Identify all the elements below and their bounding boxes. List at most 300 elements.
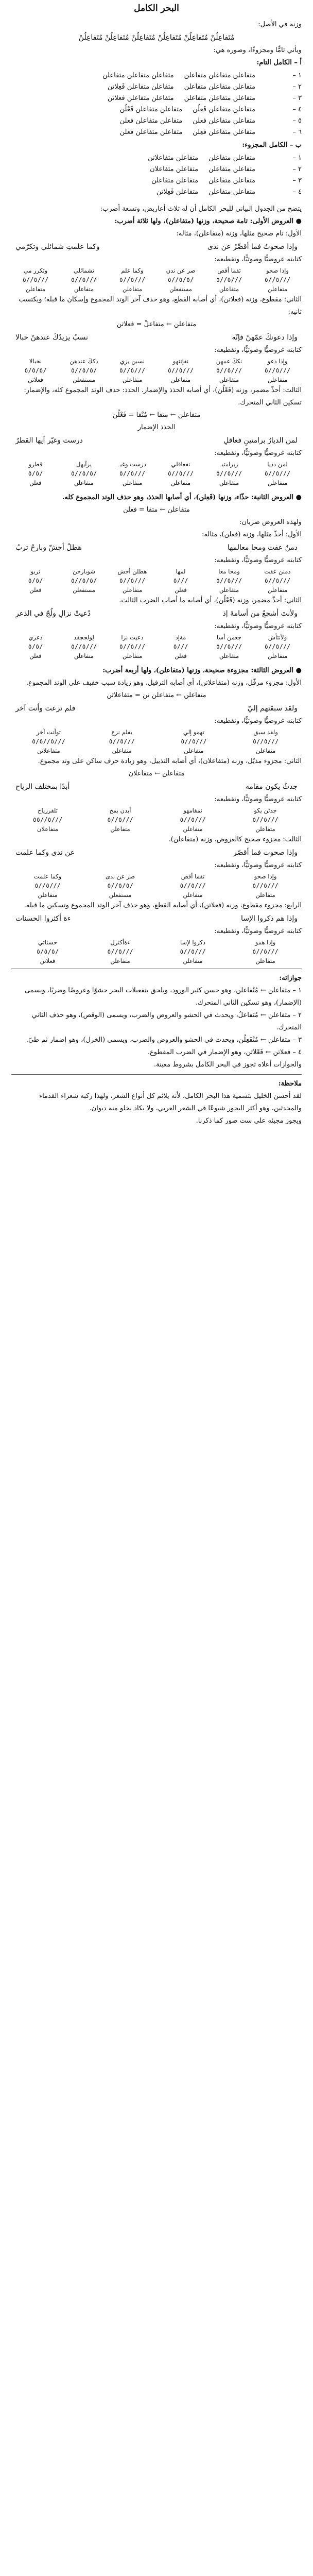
s2-p3: الأول: أحذّ مثلها، وزنه (فعلن)، مثاله: [202, 531, 302, 538]
form-cell-b: متفاعلن فَعِلاتن [156, 188, 199, 196]
s1-p4: كتابته عروضيًّا وصوتيًّا، وتقطيعه: [214, 256, 302, 263]
scan-foot: متفاعلن [122, 285, 143, 293]
form-cell-a: متفاعلن متفاعلن فَعِلُن [193, 106, 255, 113]
scan-pattern: ///٥//٥ [71, 643, 97, 650]
scan-pattern: /٥/٥//٥ [167, 276, 194, 283]
scan-foot: مستفعلن [73, 586, 95, 594]
form-cell-a: متفاعلن متفاعلن [208, 177, 255, 184]
scan-column [214, 357, 245, 384]
scan-pattern: ///٥//٥ [252, 882, 279, 889]
scan-word: نخبالا [29, 358, 42, 365]
scan-column [32, 727, 65, 755]
formula: متفاعلن ← متفا = فعلن [123, 506, 190, 514]
scan-pattern: ///٥//٥ [180, 816, 206, 823]
scan-foot: متفاعلن [122, 376, 143, 383]
scan-word: وإذا همو [255, 939, 276, 946]
scan-word: وإذا دعو [267, 358, 288, 365]
scan-column [20, 357, 51, 384]
page-title: البحر الكامل [134, 3, 179, 13]
jawazat-item: ٢ – متفاعلن ← مُتَفاعلُ، ويحدث في الحشو والعروض والضرب، ويسمى (الوقص)، وهو حذف الثاني المتحرك. [31, 1011, 302, 1031]
formula: متفاعلن ← متفا ← مُتْفا = فَعْلُن [112, 411, 201, 419]
scan-foot: متفاعلن [219, 652, 239, 659]
scan-pattern: /٥/٥//٥ [71, 577, 97, 584]
scan-word: مةإذ [175, 634, 186, 641]
scan-word: تهمو إلي [183, 728, 204, 736]
form-cell-a: متفاعلن متفاعلن فعِلن [193, 128, 255, 136]
form-cell-b: متفاعلن متفاعلان [150, 165, 199, 173]
verse-hemistich-a: وإذا دعونكَ عمّهنّ فإنّه [232, 333, 298, 342]
scan-foot: متفاعلن [255, 891, 275, 899]
form-cell-n: ١ – [292, 154, 302, 162]
s3-p8: الرابع: مجزوء مقطوع، وزنه (فعلاتن)، أي أصابه القطع، وهو حذف آخر الوتد المجموع وتسكين ما قبله. [24, 902, 302, 909]
form-cell-n: ٣ – [292, 177, 302, 184]
scan-pattern: ///٥//٥ [119, 470, 146, 477]
s1-verse-3 [0, 434, 313, 447]
s1-p7: الثالث: أحذّ مضمر، وزنه (فَعْلُن)، أي أصابه الحذذ والإضمار. الحذذ: حذف الوتد المجموع كله، والإضمار: تسكين الثاني المتحرك. [24, 386, 302, 406]
verse-hemistich-b: هطلٌ أجشّ وبارحٌ تربُ [15, 544, 82, 552]
scan-pattern: ///٥//٥ [167, 367, 194, 374]
scan-foot: متفاعلن [183, 891, 203, 899]
verse-hemistich-a: لمن الديارُ برامتينِ فعاقلِ [223, 436, 298, 445]
scan-pattern: ///٥ [173, 643, 188, 650]
scan-word: لِولججفذ [74, 634, 94, 641]
scan-column [262, 633, 293, 660]
scan-column [20, 567, 51, 595]
scan-foot: متفاعلن [122, 479, 143, 486]
form-cell-n: ٦ – [292, 128, 302, 136]
scan-pattern: ///٥//٥/٥ [31, 738, 65, 745]
scan-pattern: ///٥//٥٥ [32, 816, 63, 823]
s1-p3: الأول: تام صحيح مثلها، وزنه (متفاعلن)، مثاله: [176, 230, 302, 238]
scan-foot: متفاعلن [110, 825, 130, 833]
scan-pattern: ///٥//٥ [119, 643, 146, 650]
form-cell-b: متفاعلن متفاعلاتن [148, 154, 199, 162]
s2-p4: كتابته عروضيًّا وصوتيًّا، وتقطيعه: [214, 556, 302, 564]
scan-word: وإذا صحو [254, 873, 277, 880]
s3-p5: كتابته عروضيًّا وصوتيًّا، وتقطيعه: [214, 795, 302, 803]
form-cell-a: متفاعلن متفاعلن [208, 165, 255, 173]
intro-line: وزنه في الأصل: [258, 21, 302, 28]
scan-word: جعمن أسا [216, 634, 242, 641]
form-cell-b: متفاعلن متفاعلن [151, 177, 199, 184]
scan-pattern: ///٥//٥ [264, 643, 291, 650]
s1-verse [0, 240, 313, 253]
intro-line-2: ويأتي تامًّا ومجزوءًا، وصوره هي: [213, 46, 302, 54]
scan-column [107, 727, 137, 755]
scan-foot: فعلاتن [28, 376, 43, 383]
scan-foot: متفاعلن [255, 957, 275, 964]
scan-column [20, 266, 51, 294]
form-cell-b: متفاعلن متفاعلن فَعْلُن [119, 106, 183, 113]
scan-column [262, 460, 293, 487]
scan-foot: متفاعلن [219, 586, 239, 594]
scan-foot: متفاعلن [267, 652, 288, 659]
scan-word: ذعري [28, 634, 43, 641]
scan-word: تفما أقص [217, 267, 241, 274]
s3-p7: كتابته عروضيًّا وصوتيًّا، وتقطيعه: [214, 861, 302, 869]
scan-block [0, 806, 313, 834]
verse-hemistich-a: وإذا صحوت فما أقصّر [233, 849, 298, 857]
scan-word: لمن دديا [267, 461, 288, 468]
divider [11, 1074, 302, 1075]
scan-block [0, 633, 313, 660]
scan-pattern: ///٥//٥ [216, 577, 242, 584]
scan-foot: متفاعلن [183, 825, 203, 833]
scan-pattern: ///٥//٥ [119, 367, 146, 374]
verse-hemistich-b: عن ندى وكما علمت [15, 849, 75, 857]
scan-column [32, 806, 63, 834]
scan-word: لمها [176, 568, 186, 575]
scan-column [68, 633, 99, 660]
scan-block [0, 727, 313, 755]
verse-hemistich-b: درست وغيّر آيها القطرُ [15, 436, 83, 445]
scan-word: دعيت نزا [121, 634, 144, 641]
verse-hemistich-a: دمنٌ عفت ومحا معالمها [227, 544, 298, 552]
scan-word: وكما علمت [33, 873, 62, 880]
form-cell-a: متفاعلن متفاعلن متفاعلن [184, 72, 255, 79]
scan-block [0, 938, 313, 965]
jawazat-list [0, 985, 313, 1071]
s3-p1: ● العروض الثالثة: مجزوءة صحيحة، وزنها (متفاعلن)، ولها أربعة أضرب: [102, 667, 302, 674]
scan-column [68, 266, 99, 294]
scan-pattern: ///٥//٥ [264, 276, 291, 283]
scan-pattern: ///٥//٥ [252, 738, 279, 745]
s1-p2: ● العروض الأولى: تامة صحيحة، وزنها (متفاعلن)، ولها ثلاثة أضرب: [114, 217, 302, 225]
scan-word: درست وغيـ [118, 461, 146, 468]
scan-pattern: /٥/٥ [28, 470, 43, 477]
scan-foot: متفاعلن [219, 285, 239, 293]
form-row [11, 175, 302, 187]
scan-column [214, 266, 245, 294]
scan-column [250, 938, 281, 965]
scan-column [262, 567, 293, 595]
s1-verse-2 [0, 331, 313, 344]
scan-pattern: ///٥//٥ [252, 948, 279, 955]
s1-p5: الثاني: مقطوع، وزنه (فعلاتن)، أي أصابه القطع، وهو حذف آخر الوتد المجموع وإسكان ما قبله؛ ويكتسب ثانيه: [19, 296, 302, 316]
scan-column [32, 938, 63, 965]
scan-foot: متفاعلن [255, 825, 275, 833]
form-cell-n: ٣ – [292, 94, 302, 102]
scan-column [165, 357, 196, 384]
scan-foot: متفاعلن [74, 285, 94, 293]
scan-pattern: /٥/٥ [28, 577, 43, 584]
scan-word: تربو [30, 568, 41, 575]
s3-verse-1 [0, 702, 313, 715]
s3-p6: الثالث: مجزوء صحيح كالعروض، وزنه (متفاعلن). [168, 836, 302, 843]
scan-foot: متفاعلن [112, 747, 132, 754]
scan-pattern: ///٥//٥ [264, 470, 291, 477]
verse-hemistich-b: فلم نزعت وأنت آخر [15, 704, 76, 713]
scan-pattern: ///٥//٥ [216, 470, 242, 477]
scan-column [178, 806, 208, 834]
scan-word: تلفررياح [38, 807, 58, 814]
scan-column [178, 727, 209, 755]
scan-foot: متفاعلن [74, 479, 94, 486]
scan-word: ولأنتأش [268, 634, 287, 641]
verse-hemistich-b: ءة أكثروا الحسنات [15, 914, 71, 923]
scan-word: وإذا صحو [266, 267, 289, 274]
scan-column [117, 357, 148, 384]
form-row [11, 93, 302, 104]
scan-word: صر عن ندى [105, 873, 135, 880]
form-cell-a: متفاعلن متفاعلن متفاعلن [184, 94, 255, 102]
verse-hemistich-b: وكما علمتِ شمائلي وتكرّمي [15, 243, 100, 251]
scan-block [0, 460, 313, 487]
verse-hemistich-b: نسبٌ يزيدُكَ عندهنّ خبالا [15, 333, 88, 342]
verse-hemistich-a: وإذا صحوتُ فما أقصِّرُ عن ندى [207, 243, 298, 251]
scan-column [117, 633, 148, 660]
form-cell-b: متفاعلن متفاعلن فعلن [119, 117, 183, 125]
mulahaza-p2: ويجوز مجيئه على ست صور كما ذكرنا. [196, 1117, 302, 1125]
scan-word: ومحا معا [218, 568, 240, 575]
scan-column [214, 567, 245, 595]
scan-column [68, 357, 99, 384]
scan-word: نسبن يزي [120, 358, 145, 365]
s1-p6: كتابته عروضيًّا وصوتيًّا، وتقطيعه: [214, 346, 302, 354]
scan-column [214, 460, 245, 487]
scan-foot: متفاعلن [267, 479, 288, 486]
scan-column [262, 357, 293, 384]
scan-pattern: ///٥//٥ [252, 816, 279, 823]
scan-foot: فعلن [175, 652, 187, 659]
scan-column [105, 938, 136, 965]
form-cell-n: ٢ – [292, 165, 302, 173]
form-cell-b: متفاعلن متفاعلن فَعِلاتن [107, 83, 174, 91]
formula: متفاعلن ← متفاعلان [128, 770, 185, 777]
scan-word: حسناتي [38, 939, 58, 946]
scan-foot: متفاعلن [170, 376, 191, 383]
scan-pattern: ///٥//٥ [167, 470, 194, 477]
scan-pattern: ///٥//٥ [216, 643, 242, 650]
s1-p8: كتابته عروضيًّا وصوتيًّا، وتقطيعه: [214, 449, 302, 457]
jawazat-item: ٣ – متفاعلن ← مُتْفَعِلُن، ويحدث في الحشو والعروض والضرب، ويسمى (الخزل)، وهو إضمار ثم طيّ. [26, 1036, 302, 1044]
scan-pattern: /٥/٥/٥ [24, 367, 47, 374]
scan-column [105, 806, 136, 834]
scan-word: توأنت آخر [36, 728, 61, 736]
scan-pattern: /٥/٥ [28, 643, 43, 650]
scan-block [0, 266, 313, 294]
verse-hemistich-b: أبدًا بمختلف الرياح [15, 783, 70, 791]
form-row [11, 164, 302, 175]
scan-foot: متفاعلان [37, 825, 59, 833]
scan-word: وتكرر مي [23, 267, 48, 274]
verse-hemistich-a: جدثٌ يكون مقامه [245, 783, 298, 791]
formula: متفاعلن ← متفاعلْ = فعلاتن [116, 320, 197, 328]
scan-word: دككَ عندهن [69, 358, 98, 365]
scan-foot: مستفعلن [169, 285, 192, 293]
s2-verse [0, 541, 313, 554]
scan-column [68, 460, 99, 487]
scan-pattern: /٥/٥//٥ [107, 882, 133, 889]
s3-p2: الأول: مجزوء مرفّل، وزنه (متفاعلاتن)، أي أصابه الترفيل، وهو زيادة سبب خفيف على الوتد المجموع. [26, 679, 302, 687]
scan-word: وكما علم [121, 267, 144, 274]
scan-pattern: ///٥ [173, 577, 188, 584]
s3-verse-2 [0, 780, 313, 793]
form-row [11, 152, 302, 164]
scan-foot: متفاعلن [255, 747, 276, 754]
scan-pattern: ///٥//٥ [264, 367, 291, 374]
meter-verse-text: مُتَفاعِلُنْ مُتَفاعِلُنْ مُتَفاعِلُنْ مُتَفاعِلُنْ مُتَفاعِلُنْ مُتَفاعِلُنْ [78, 33, 235, 42]
form-cell-n: ٤ – [292, 106, 302, 113]
scan-foot: متفاعلن [110, 957, 130, 964]
scan-foot: فعلن [29, 479, 42, 486]
scan-foot: متفاعلن [25, 285, 46, 293]
jawazat-item: ١ – متفاعلن ← مُتْفاعلن، وهو حسن كثير الورود، ويلحق بتفعيلات البحر حشوًا وعروضًا وضربًا، ويسمى (الإضمار)، وهو تسكين الثاني المتحرك. [24, 987, 302, 1007]
s2-p6: كتابته عروضيًّا وصوتيًّا، وتقطيعه: [214, 622, 302, 630]
scan-pattern: ///٥//٥ [216, 276, 242, 283]
verse-hemistich-a: ولأنتَ أشجعُ من أسامةَ إذ [222, 609, 298, 618]
scan-column [117, 266, 148, 294]
scan-column [165, 460, 196, 487]
scan-column [250, 806, 281, 834]
scan-column [32, 872, 63, 900]
scan-foot: فعلن [175, 586, 187, 594]
scan-word: جدثن يكو [254, 807, 277, 814]
form-cell-a: متفاعلن متفاعلن فعلن [193, 117, 255, 125]
scan-column [250, 872, 281, 900]
scan-word: هطلن أجش [117, 568, 147, 575]
scan-word: نفإننهو [172, 358, 189, 365]
s3-p4: الثاني: مجزوء مذيّل، وزنه (متفاعلان)، أي أصابه التذييل، وهو زيادة حرف ساكن على وتد مجموع. [38, 757, 302, 765]
scan-word: نفعاقلي [171, 461, 190, 468]
verse-hemistich-b: دُعيتْ نزالِ ولُجّ في الذعرِ [15, 609, 91, 618]
scan-column [165, 266, 196, 294]
scan-word: تشمائلي [73, 267, 95, 274]
scan-word: شوبارحن [73, 568, 95, 575]
formula: متفاعلن ← متفاعلن تن = متفاعلاتن [107, 691, 206, 699]
scan-pattern: ///٥//٥ [109, 738, 135, 745]
scan-column [214, 633, 245, 660]
form-cell-n: ٥ – [292, 117, 302, 125]
form-cell-n: ٢ – [292, 83, 302, 91]
scan-pattern: ///٥//٥ [180, 948, 206, 955]
scan-word: قطرو [28, 461, 43, 468]
mulahaza-heading: ملاحظة: [278, 1080, 302, 1088]
scan-pattern: ///٥//٥ [180, 882, 206, 889]
verse-hemistich-a: ولقد سبقتهم إليّ [247, 704, 298, 713]
scan-foot: متفاعلن [122, 586, 143, 594]
form-row [11, 70, 302, 81]
scan-foot: متفاعلن [170, 479, 191, 486]
scan-word: دمنن عفت [264, 568, 291, 575]
scan-pattern: ///٥//٥ [107, 816, 133, 823]
s3-p3: كتابته عروضيًّا وصوتيًّا، وتقطيعه: [214, 717, 302, 725]
scan-foot: متفاعلن [122, 652, 143, 659]
scan-word: يفلم نزع [111, 728, 132, 736]
scan-word: تفما أقص [181, 873, 205, 880]
s3-p9: كتابته عروضيًّا وصوتيًّا، وتقطيعه: [214, 927, 302, 935]
form-cell-n: ١ – [292, 72, 302, 79]
tam-table [11, 70, 302, 138]
scan-column [68, 567, 99, 595]
scan-foot: متفاعلن [267, 376, 288, 383]
scan-column [165, 633, 196, 660]
scan-pattern: /٥/٥/٥ [36, 948, 59, 955]
scan-foot: متفاعلن [267, 285, 288, 293]
scan-column [20, 460, 51, 487]
verse-hemistich-a: وإذا هم ذكروا الإسا [241, 914, 298, 923]
form-row [11, 127, 302, 138]
scan-foot: متفاعلن [219, 479, 239, 486]
scan-word: نمقامهو [183, 807, 202, 814]
scan-word: صر عن ندن [166, 267, 196, 274]
s2-verse-2 [0, 607, 313, 620]
scan-word: ءةأكثرل [110, 939, 130, 946]
scan-pattern: ///٥//٥ [22, 276, 49, 283]
scan-column [262, 266, 293, 294]
scan-pattern: ///٥//٥ [264, 577, 291, 584]
scan-column [117, 567, 148, 595]
scan-foot: فعلاتن [40, 957, 56, 964]
jawazat-item: ٤ – فعلاتن ← فَعْلاتن، وهو الإضمار في الضرب المقطوع. [147, 1048, 302, 1056]
scan-pattern: ///٥//٥ [34, 882, 61, 889]
scan-pattern: ///٥//٥ [216, 367, 242, 374]
form-cell-b: متفاعلن متفاعلن فعلاتن [107, 94, 174, 102]
scan-column [117, 460, 148, 487]
scan-column [178, 938, 208, 965]
form-row [11, 81, 302, 93]
formula-note: الحذذ الإضمار [137, 423, 176, 431]
scan-pattern: ///٥//٥ [71, 276, 97, 283]
jawazat-heading: جوازاته: [279, 974, 302, 982]
form-cell-a: متفاعلن متفاعلن متفاعلن [184, 83, 255, 91]
scan-foot: فعلن [29, 586, 42, 594]
scan-foot: متفاعلن [184, 747, 204, 754]
scan-column [178, 872, 208, 900]
jawazat-item: والجوازات أعلاه تجوز في البحر الكامل بشروط معينة. [153, 1061, 302, 1069]
scan-word: ولقد سبق [253, 728, 278, 736]
scan-foot: متفاعلن [74, 652, 94, 659]
majzu-heading: ب – الكامل المجزوء: [242, 141, 302, 149]
form-cell-a: متفاعلن متفاعلن [208, 188, 255, 196]
majzu-table [11, 152, 302, 198]
s3-verse-3 [0, 846, 313, 859]
scan-word: أبدن بمخ [109, 807, 131, 814]
s2-p5: الثاني: أحذّ مضمر، وزنه (فَعْلُن)، أي أصابه ما أصاب الضرب الثالث. [119, 597, 302, 604]
scan-foot: متفاعلن [267, 586, 288, 594]
scan-word: نككَ عمهن [216, 358, 242, 365]
scan-word: يرآيهل [76, 461, 92, 468]
form-row [11, 104, 302, 115]
s3-verse-4 [0, 912, 313, 925]
scan-block [0, 357, 313, 384]
form-cell-a: متفاعلن متفاعلن [208, 154, 255, 162]
scan-foot: فعلن [29, 652, 42, 659]
scan-foot: متفاعلن [183, 957, 203, 964]
s1-p1: يتضح من الجدول البياني للبحر الكامل أن له ثلاث أعاريض، وتسعة أضرب: [100, 205, 302, 213]
s2-p1: ● العروض الثانية: حذّاء، وزنها (فَعِلن)، أي أصابها الحذذ، وهو حذف الوتد المجموع كله. [62, 494, 302, 501]
scan-pattern: /٥/٥//٥ [71, 367, 97, 374]
scan-column [105, 872, 136, 900]
scan-column [20, 633, 51, 660]
mulahaza-p1: لقد أحسن الخليل بتسمية هذا البحر الكامل، لأنه يلائم كل أنواع الشعر، ولهذا ركبه شعراء القدماء والمحدثين، وهو أكثر البحور شيوعًا في الشعر العربي، ولا يكاد يخلو منه ديوان. [39, 1092, 302, 1112]
scan-block [0, 567, 313, 595]
scan-foot: متفاعلن [219, 376, 239, 383]
scan-pattern: ///٥//٥ [119, 577, 146, 584]
form-cell-n: ٤ – [292, 188, 302, 196]
scan-foot: مستفعلن [109, 891, 132, 899]
scan-column [165, 567, 196, 595]
s2-p2: ولهذه العروض ضربان: [239, 518, 302, 526]
scan-foot: متفاعلاتن [37, 747, 60, 754]
scan-block [0, 872, 313, 900]
form-cell-b: متفاعلن متفاعلن فعلن [119, 128, 183, 136]
tam-heading: أ – الكامل التام: [256, 59, 302, 66]
scan-column [250, 727, 281, 755]
form-row [11, 187, 302, 198]
form-row [11, 115, 302, 127]
scan-word: ذكروا لإسا [180, 939, 206, 946]
